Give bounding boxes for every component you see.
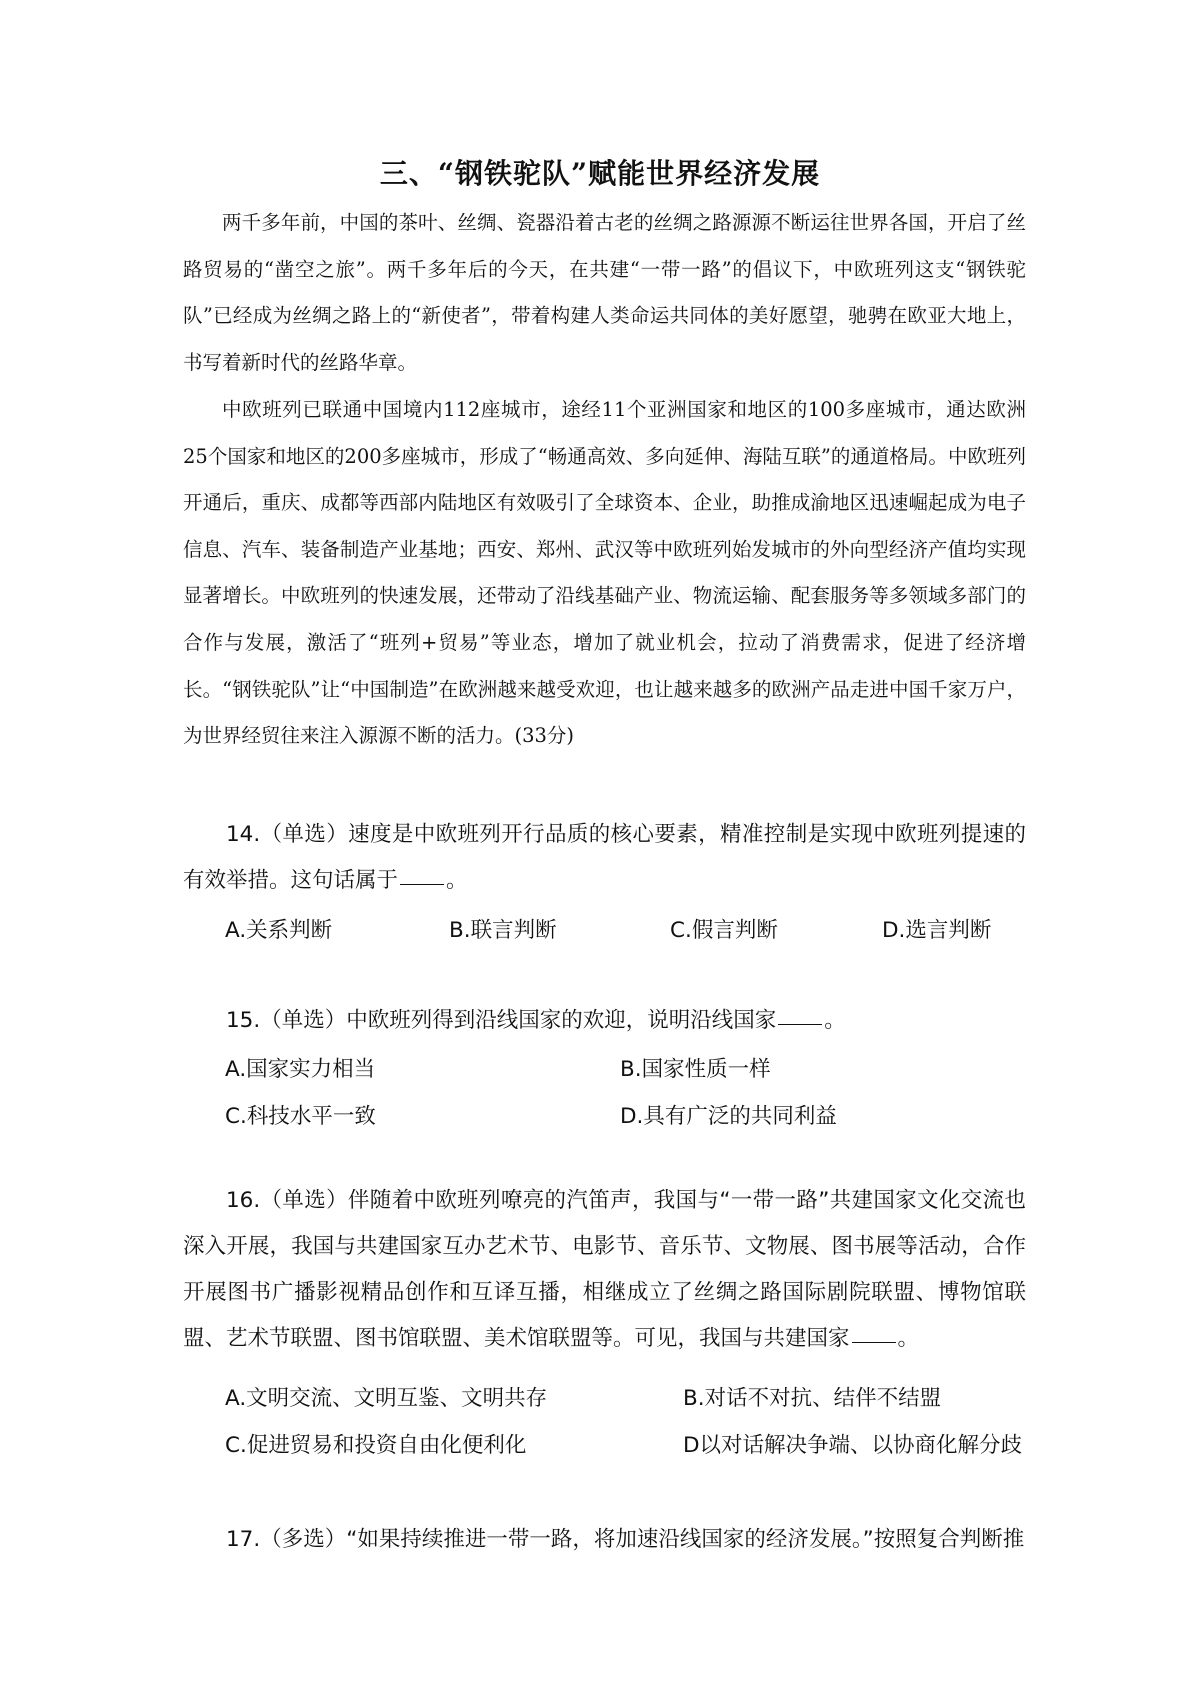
option-16-b[interactable]: B.对话不对抗、结伴不结盟 xyxy=(683,1386,942,1411)
question-16-stem: 16.（单选）伴随着中欧班列嘹亮的汽笛声，我国与“一带一路”共建国家文化交流也深入开展，我国与共建国家互办艺术节、电影节、音乐节、文物展、图书展等活动，合作开展图书广播影视精品创作和互译互播，相继成立了丝绸之路国际剧院联盟、博物馆联盟、艺术节联盟、图书馆联盟、美术馆联盟等。可见，我国与共建国家 xyxy=(183,1188,1026,1351)
question-17-stem: 17.（多选）“如果持续推进一带一路，将加速沿线国家的经济发展。”按照复合判断推 xyxy=(226,1527,1025,1552)
question-16 xyxy=(183,1178,1026,1362)
option-15-b[interactable]: B.国家性质一样 xyxy=(620,1057,771,1082)
passage-paragraph-2: 中欧班列已联通中国境内112座城市，途经11个亚洲国家和地区的100多座城市，通达欧洲25个国家和地区的200多座城市，形成了“畅通高效、多向延伸、海陆互联”的通道格局。中欧班列开通后，重庆、成都等西部内陆地区有效吸引了全球资本、企业，助推成渝地区迅速崛起成为电子信息、汽车、装备制造产业基地；西安、郑州、武汉等中欧班列始发城市的外向型经济产值均实现显著增长。中欧班列的快速发展，还带动了沿线基础产业、物流运输、配套服务等多领域多部门的合作与发展，激活了“班列+贸易”等业态，增加了就业机会，拉动了消费需求，促进了经济增长。“钢铁驼队”让“中国制造”在欧洲越来越受欢迎，也让越来越多的欧洲产品走进中国千家万户，为世界经贸往来注入源源不断的活力。(33分) xyxy=(183,398,1026,748)
question-14-end: 。 xyxy=(446,868,468,893)
answer-blank-14[interactable] xyxy=(400,883,444,885)
option-15-d[interactable]: D.具有广泛的共同利益 xyxy=(620,1104,837,1129)
answer-blank-16[interactable] xyxy=(852,1341,896,1343)
answer-blank-15[interactable] xyxy=(778,1023,822,1025)
option-15-c[interactable]: C.科技水平一致 xyxy=(225,1104,376,1129)
section-title: 三、“钢铁驼队”赋能世界经济发展 xyxy=(379,157,821,190)
option-16-d[interactable]: D以对话解决争端、以协商化解分歧 xyxy=(683,1433,1023,1458)
question-15-stem: 15.（单选）中欧班列得到沿线国家的欢迎，说明沿线国家 xyxy=(226,1008,777,1033)
question-17 xyxy=(183,1517,1026,1563)
option-16-a[interactable]: A.文明交流、文明互鉴、文明共存 xyxy=(225,1386,548,1411)
question-14 xyxy=(183,812,1026,904)
option-14-a[interactable]: A.关系判断 xyxy=(225,918,333,943)
question-15-end: 。 xyxy=(824,1008,846,1033)
option-14-d[interactable]: D.选言判断 xyxy=(882,918,992,943)
question-15 xyxy=(183,998,1026,1044)
question-14-stem: 14.（单选）速度是中欧班列开行品质的核心要素，精准控制是实现中欧班列提速的有效举措。这句话属于 xyxy=(183,822,1026,893)
option-14-b[interactable]: B.联言判断 xyxy=(449,918,557,943)
option-15-a[interactable]: A.国家实力相当 xyxy=(225,1057,376,1082)
passage-paragraph-1: 两千多年前，中国的茶叶、丝绸、瓷器沿着古老的丝绸之路源源不断运往世界各国，开启了丝路贸易的“凿空之旅”。两千多年后的今天，在共建“一带一路”的倡议下，中欧班列这支“钢铁驼队”已经成为丝绸之路上的“新使者”，带着构建人类命运共同体的美好愿望，驰骋在欧亚大地上，书写着新时代的丝路华章。 xyxy=(183,211,1026,374)
question-16-end: 。 xyxy=(897,1326,920,1351)
option-16-c[interactable]: C.促进贸易和投资自由化便利化 xyxy=(225,1433,527,1458)
option-14-c[interactable]: C.假言判断 xyxy=(670,918,778,943)
